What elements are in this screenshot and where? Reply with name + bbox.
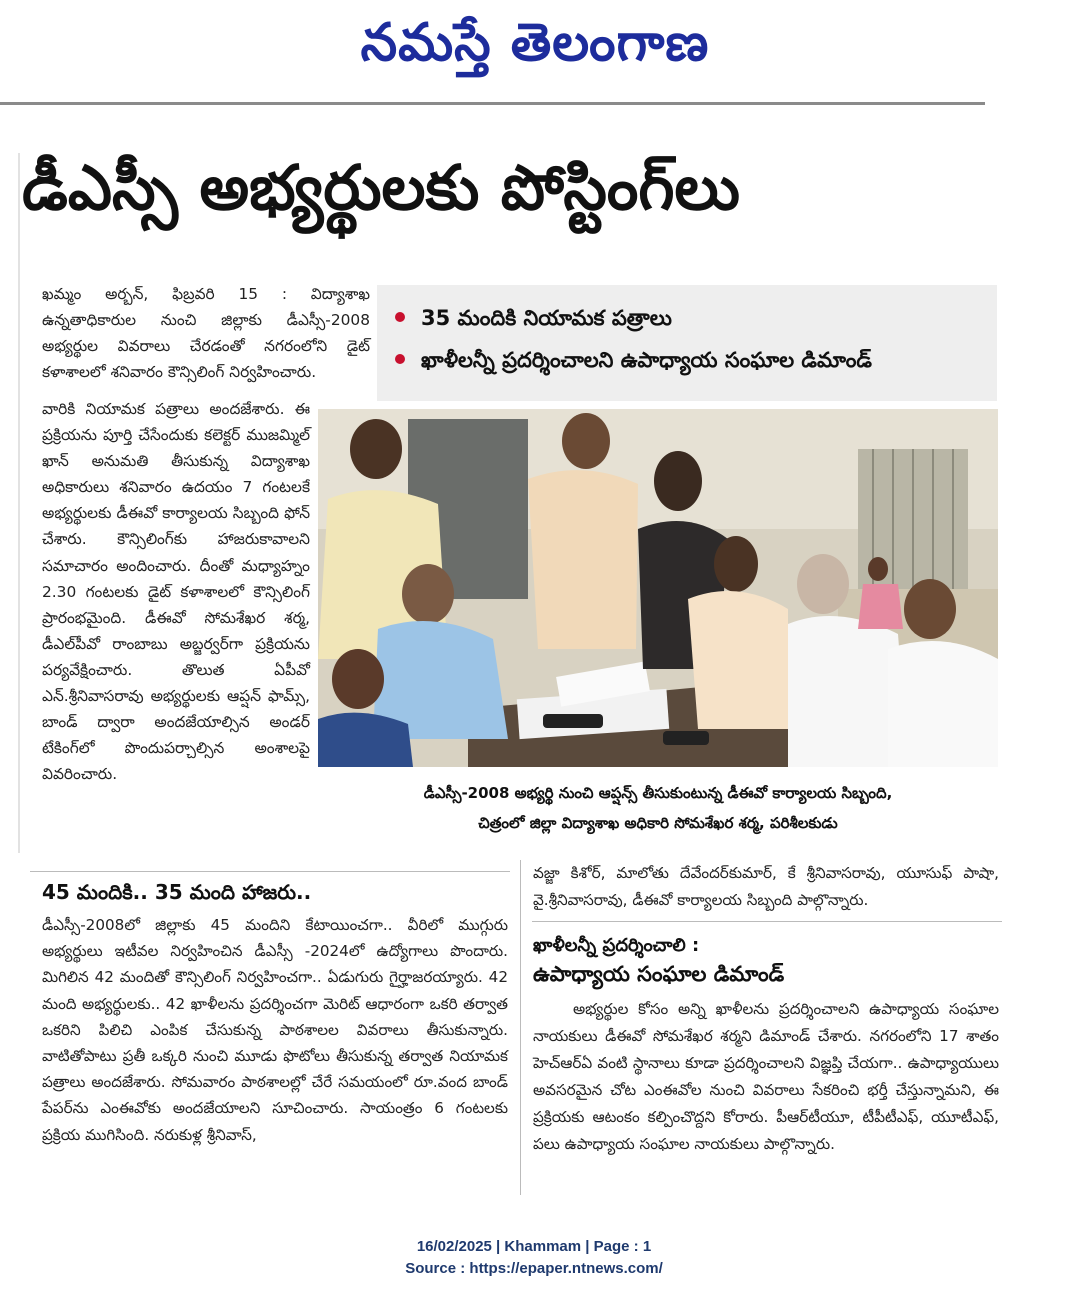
section-heading-line-1: ఖాళీలన్నీ ప్రదర్శించాలి : [533,935,700,956]
footer-source-line: Source : https://epaper.ntnews.com/ [405,1260,663,1277]
column-divider [520,860,521,1195]
caption-line: చిత్రంలో జిల్లా విద్యాశాఖ అధికారి సోమశేఖర శర్మ, పరిశీలకుడు [478,814,838,832]
caption-line: డీఎస్సీ-2008 అభ్యర్థి నుంచి ఆప్షన్స్ తీసుకుంటున్న డీఈవో కార్యాలయ సిబ్బంది, [423,784,893,802]
highlight-text: 35 మందికి నియామక పత్రాలు [421,306,672,330]
continuation-text: వజ్జా కిశోర్, మాలోతు దేవేందర్‌కుమార్, కే శ్రీనివాసరావు, యూసుఫ్ పాషా, వై.శ్రీనివాసరావు, డీఈవో కార్యాలయ సిబ్బంది పాల్గొన్నారు. [533,864,999,909]
highlight-item [395,343,872,377]
section-2-body [533,996,999,1158]
left-margin-rule [18,153,20,853]
section-heading-2 [533,932,784,988]
article-column-1 [42,396,310,787]
section-heading-line-2: ఉపాధ్యాయ సంఘాల డిమాండ్ [533,962,785,986]
newspaper-logo: నమస్తే తెలంగాణ [360,12,710,73]
highlight-text: ఖాళీలన్నీ ప్రదర్శించాలని ఉపాధ్యాయ సంఘాల డిమాండ్ [421,348,872,372]
article-continuation [533,860,999,913]
section-1-body [42,912,508,1148]
section-1-text: డీఎస్సీ-2008లో జిల్లాకు 45 మందిని కేటాయించగా.. వీరిలో ముగ్గురు అభ్యర్థులు ఇటీవల నిర్వహించిన డీఎస్సీ -2024లో ఉద్యోగాలు పొందారు. మిగిలిన 42 మందితో కౌన్సిలింగ్ నిర్వహించగా.. ఏడుగురు గైర్హాజరయ్యారు. 42 మంది అభ్యర్థులకు.. 42 ఖాళీలను ప్రదర్శించగా మెరిట్ ఆధారంగా ఒకరి తర్వాత ఒకరిని పిలిచి ఎంపిక చేసుకున్న పాఠశాలల వివరాలు తీసుకున్నారు. వాటితోపాటు ప్రతీ ఒక్కరి నుంచి మూడు ఫొటోలు తీసుకున్న తర్వాత నియామక పత్రాలు అందజేశారు. సోమవారం పాఠశాలల్లో చేరే సమయంలో రూ.వంద బాండ్ పేపర్‌ను ఎంఈవోకు అందజేయాలని సూచించారు. సాయంత్రం 6 గంటలకు ప్రక్రియ ముగిసింది. నరుకుళ్ల శ్రీనివాస్, [42,916,508,1144]
highlight-item [395,301,672,335]
article-lead-paragraph [42,281,370,385]
footer-date-line: 16/02/2025 | Khammam | Page : 1 [416,1238,652,1255]
section-divider [30,871,510,872]
section-divider [532,921,1002,922]
bullet-icon [395,354,405,364]
section-2-text: అభ్యర్థుల కోసం అన్ని ఖాళీలను ప్రదర్శించాలని ఉపాధ్యాయ సంఘాల నాయకులు డీఈవో సోమశేఖర శర్మని డిమాండ్ చేశారు. నగరంలోని 17 శాతం హెచ్‌ఆర్‌ఏ వంటి స్థానాలు కూడా ప్రదర్శించాలని విజ్ఞప్తి చేయగా.. ఉపాధ్యాయులు అవసరమైన చోట ఎంఈవోల నుంచి వివరాలు సేకరించి భర్తీ చేస్తున్నామని, ఈ ప్రక్రియకు ఆటంకం కల్పించొద్దని కోరారు. పీఆర్‌టీయూ, టీపీటీఎఫ్, యూటీఎఫ్, పలు ఉపాధ్యాయ సంఘాల నాయకులు పాల్గొన్నారు. [533,1000,999,1153]
masthead-divider [0,102,985,105]
news-photo-illustration [318,409,998,767]
lead-text: ఖమ్మం అర్బన్, ఫిబ్రవరి 15 : విద్యాశాఖ ఉన్నతాధికారుల నుంచి జిల్లాకు డీఎస్సీ-2008 అభ్యర్థుల వివరాలు చేరడంతో నగరంలోని డైట్ కళాశాలలో శనివారం కౌన్సిలింగ్ నిర్వహించారు. [42,285,370,382]
masthead [0,0,1068,104]
news-photo [318,409,998,767]
highlights-box [377,285,997,401]
article-headline: డీఎస్సీ అభ్యర్థులకు పోస్టింగ్‌లు [22,151,740,224]
photo-caption [318,778,998,838]
bullet-icon [395,312,405,322]
column-1-text: వారికి నియామక పత్రాలు అందజేశారు. ఈ ప్రక్రియను పూర్తి చేసేందుకు కలెక్టర్ ముజమ్మిల్ ఖాన్ అనుమతి తీసుకున్న విద్యాశాఖ అధికారులు శనివారం ఉదయం 7 గంటలకే అభ్యర్థులకు డీఈవో కార్యాలయ సిబ్బంది ఫోన్ చేశారు. కౌన్సిలింగ్‌కు హాజరుకావాలని సమాచారం అందించారు. దీంతో మధ్యాహ్నం 2.30 గంటలకు డైట్ కళాశాలలో కౌన్సిలింగ్ ప్రారంభమైంది. డీఈవో సోమశేఖర శర్మ, డీఎల్‌పీవో రాంబాబు అబ్జర్వర్‌గా ప్రక్రియను పర్యవేక్షించారు. తొలుత ఏపీవో ఎన్.శ్రీనివాసరావు అభ్యర్థులకు ఆప్షన్ ఫామ్స్, బాండ్ ద్వారా అందజేయాల్సిన అండర్ టేకింగ్‌లో పొందుపర్చాల్సిన అంశాలపై వివరించారు. [42,400,310,784]
section-heading: 45 మందికి.. 35 మంది హాజరు.. [42,880,312,904]
